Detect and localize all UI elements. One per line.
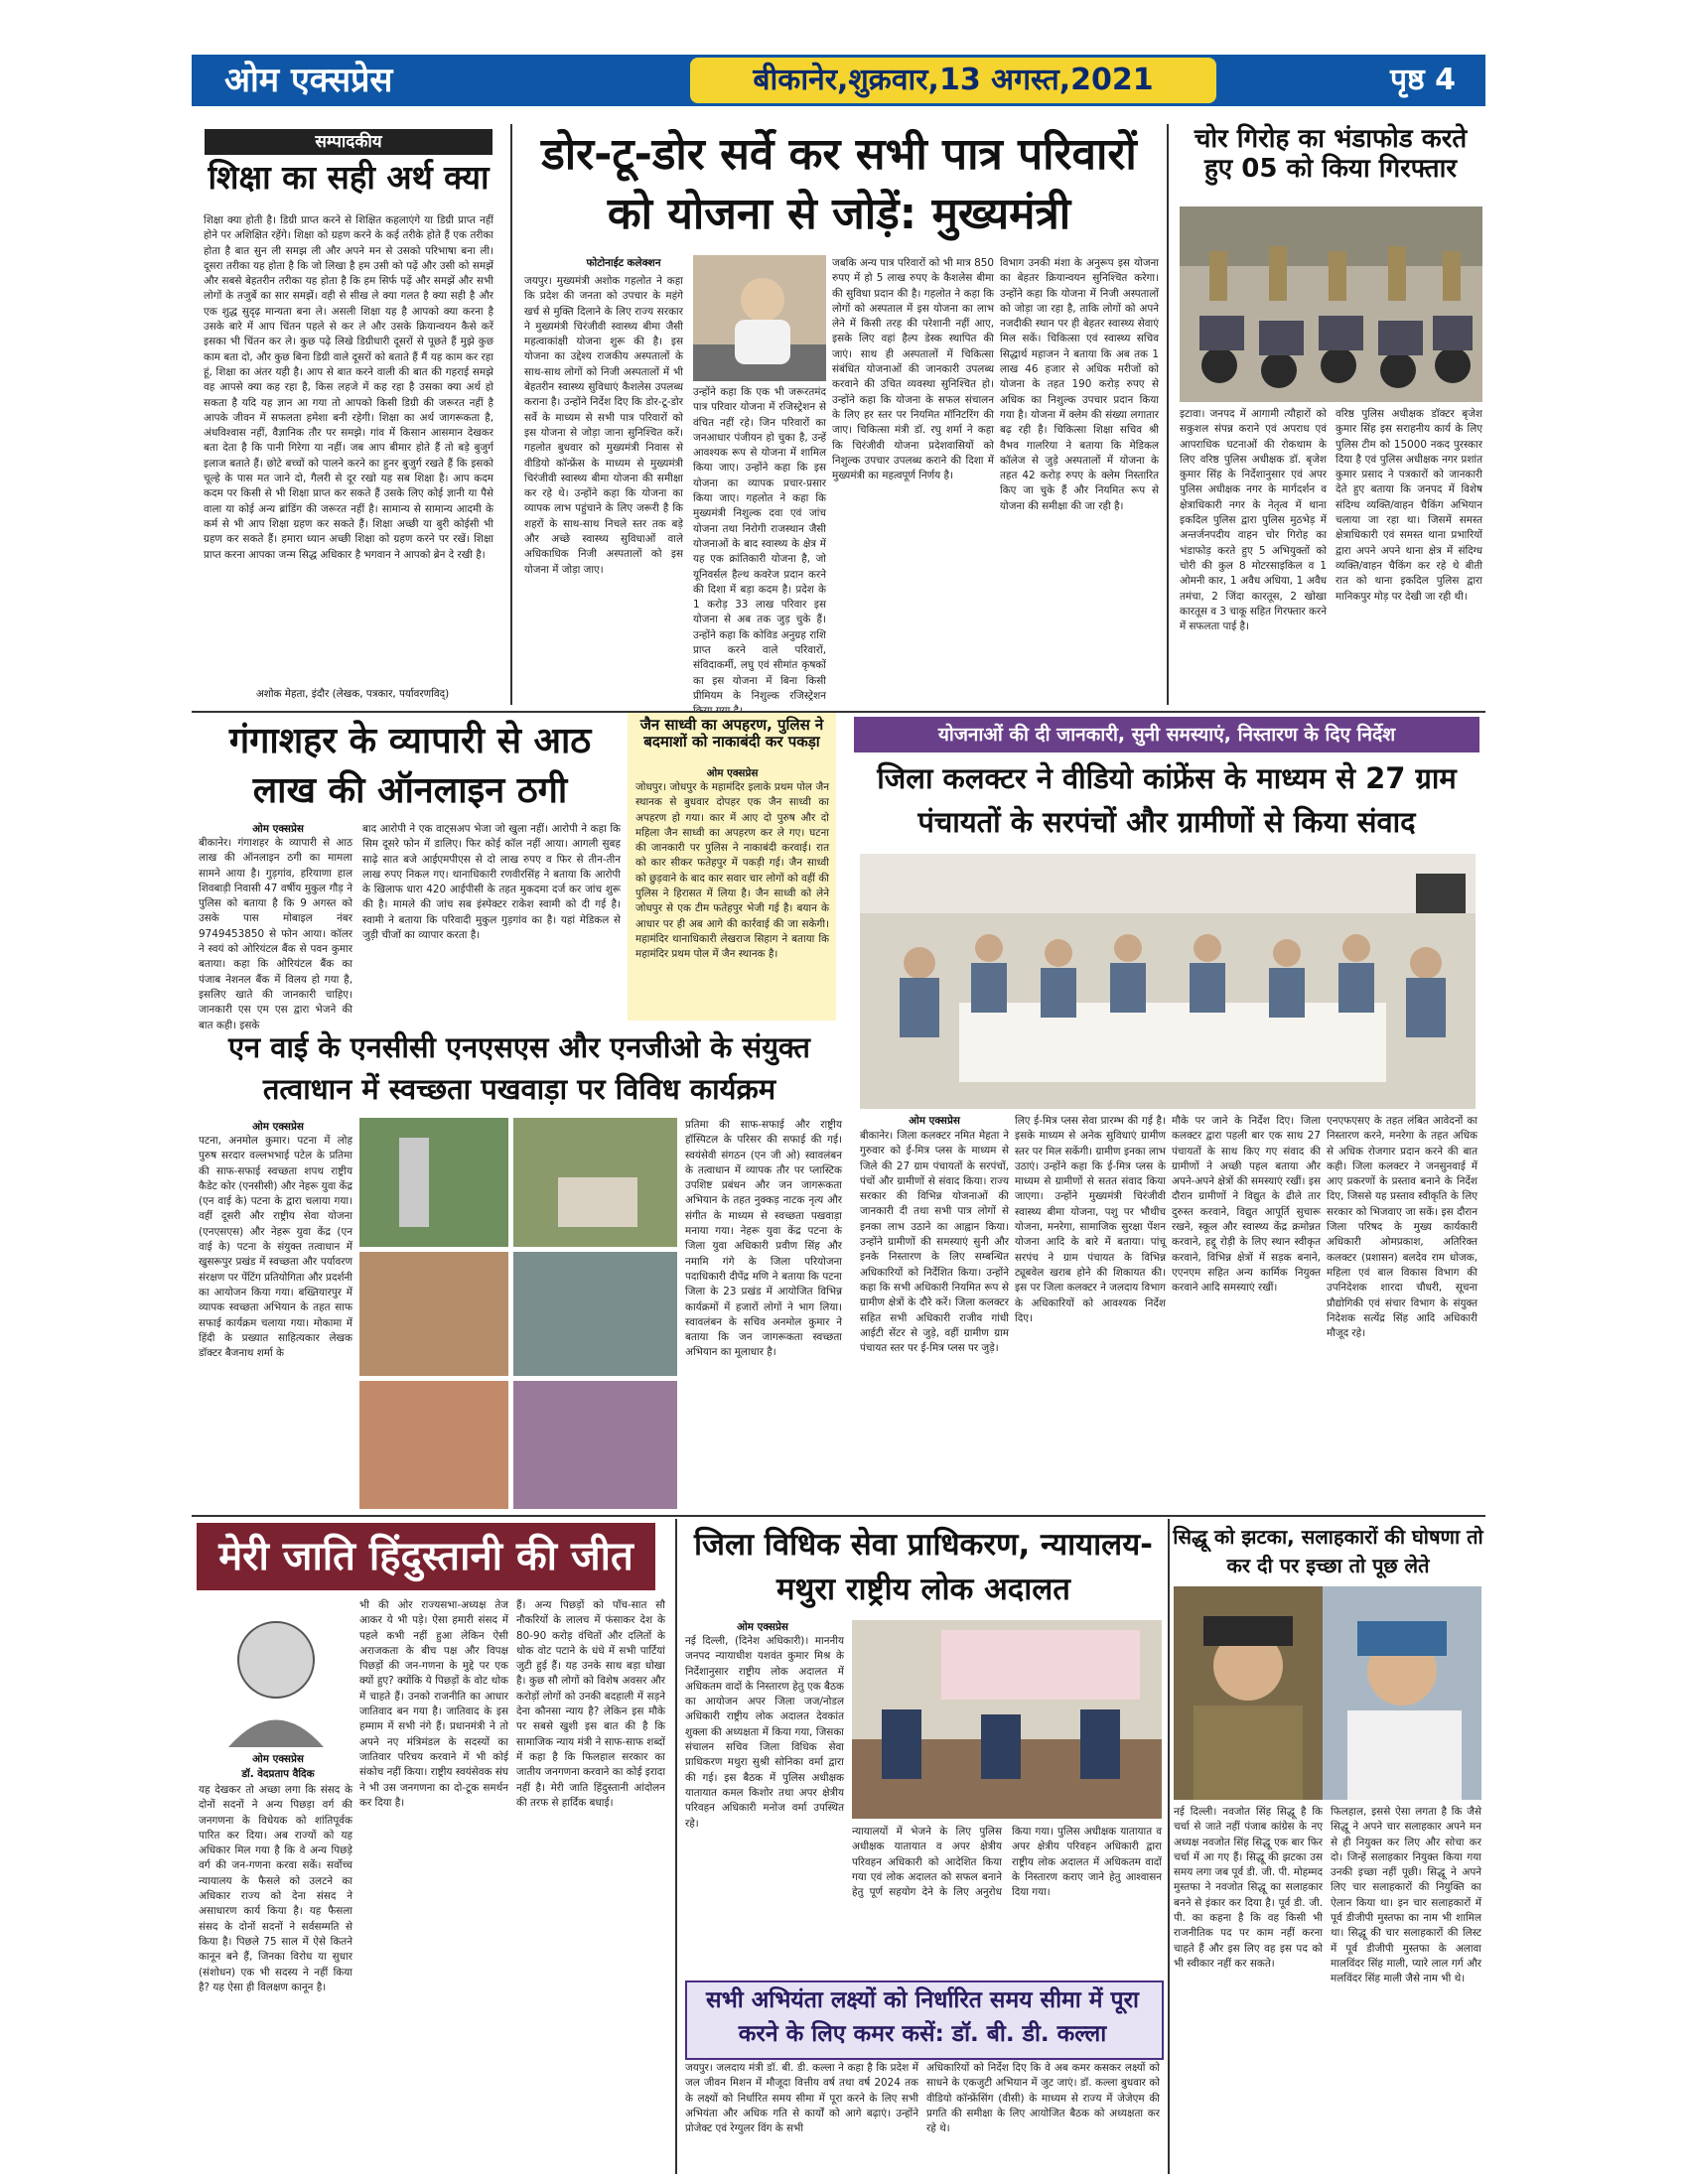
cm-byline: फोटोनाईट कलेक्शन <box>586 257 661 269</box>
jal-text-col1: जयपुर। जलदाय मंत्री डॉ. बी. डी. कल्ला ने कहा है कि प्रदेश में जल जीवन मिशन में मौजूदा वित्तीय वर्ष तथा वर्ष 2024 तक के लक्ष्यों को निर्धारित समय सीमा में पूरा करने के लिए सभी अभियंता और अधिक गति से कार्यों को आगे बढ़ाएं। उन्होंने प्रोजेक्ट एवं रेग्युलर विंग के सभी <box>685 2062 918 2135</box>
cm-text-col2: उन्होंने कहा कि एक भी जरूरतमंद पात्र परिवार योजना में रजिस्ट्रेशन से वंचित नहीं रहे। जिन परिवारों का जनआधार पंजीयन हो चुका है, उन्हें आवश्यक रूप से योजना में शामिल किया जाए। उन्होंने कहा कि इस योजना का व्यापक प्रचार-प्रसार किया जाए। गहलोत ने कहा कि मुख्यमंत्री निशुल्क दवा एवं जांच योजना तथा निरोगी राजस्थान जैसी योजनाओं के बाद स्वास्थ्य के क्षेत्र में यह एक क्रांतिकारी योजना है, जो यूनिवर्सल हैल्थ कवरेज प्रदान करने की दिशा में बड़ा कदम है। प्रदेश के 1 करोड़ 33 लाख परिवार इस योजना से अब तक जुड़ चुके हैं। उन्होंने कहा कि कोविड अनुग्रह राशि प्राप्त करने वाले परिवारों, संविदाकर्मी, लघु एवं सीमांत कृषकों का इस योजना में बिना किसी प्रीमियम के निशुल्क रजिस्ट्रेशन <box>693 386 826 702</box>
ncc-text-col1: पटना, अनमोल कुमार। पटना में लोह पुरुष सरदार वल्लभभाई पटेल के प्रतिमा की साफ-सफाई स्वच्छता शपथ राष्ट्रीय कैडेट कोर (एनसीसी) और नेहरू युवा केंद्र (एन वाई के) पटना के द्वारा चलाया गया। वहीं दूसरी और राष्ट्रीय सेवा योजना (एनएसएस) और नेहरू युवा केंद्र (एन वाई के) पटना के संयुक्त तत्वाधान में खुसरूपुर प्रखंड में स्वच्छता और पर्यावरण संरक्षण पर पेंटिंग प्रतियोगिता और प्रदर्शनी का आयोजन किया गया। बख्तियारपुर में व्यापक स्वच्छता अभियान के तहत साफ सफाई कार्यक्रम चलाया गया। मोकामा में हिंदी के प्रख्यात साहित्यकार लेखक डॉक्टर बैजनाथ शर्मा के <box>199 1135 352 1360</box>
jain-byline: ओम एक्सप्रेस <box>706 767 759 779</box>
caste-text-col3: हैं। अन्य पिछड़ों को पाँच-सात सौ नौकरियों के लालच में फंसाकर देश के 80-90 करोड़ वंचितों और दलितों के थोक वोट पटाने के धंधे में सभी पार्टियां जुटी हुई हैं। यह उनके साथ बड़ा धोखा है। कुछ सौ लोगों को विशेष अवसर और करोड़ों लोगों को उनकी बदहाली में सड़ने देना कौनसा न्याय है? लेकिन इस मौके पर सबसे खुशी इस बात की है कि सामाजिक न्याय मंत्री ने साफ-साफ शब्दों में कहा है कि फिलहाल सरकार का जातीय जनगणना करवाने का कोई इरादा नहीं है। मेरी जाति हिंदुस्तानी आंदोलन की तरफ से हार्दिक बधाई। <box>516 1599 666 1809</box>
sidhu-headline: सिद्धू को झटका, सलाहकारों की घोषणा तो कर दी पर इच्छा तो पूछ लेते <box>1173 1525 1483 1577</box>
editorial-title: शिक्षा का सही अर्थ क्या <box>208 158 490 197</box>
jain-text: जोधपुर। जोधपुर के महामंदिर इलाके प्रथम पोल जैन स्थानक से बुधवार दोपहर एक जैन साध्वी का अपहरण हो गया। कार में आए दो पुरुष और दो महिला जैन साध्वी का अपहरण कर ले गए। घटना की जानकारी पर पुलिस ने नाकाबंदी करवाई। रात को कार सीकर फतेहपुर में पकड़ी गई। जैन साध्वी को छुड़वाने के बाद कार सवार चार लोगों को वहीं की पुलिस ने हिरासत में लिया है। जैन साध्वी को लेने जोधपुर से एक टीम फतेहपुर भेजी गई है। बयान के आधार पर ही अब आगे की कार्रवाई की जा सकेगी। महामंदिर थानाधिकारी लेखराज सिहाग ने बताया कि महामंदिर प्रथम पोल में जैन स्थानक है। <box>635 781 829 961</box>
collector-text-col3: मौके पर जाने के निर्देश दिए। जिला कलक्टर द्वारा पहली बार एक साथ 27 पंचायतों के साथ किए गए संवाद की ग्रामीणों ने अच्छी पहल बताया और अपने-अपने क्षेत्रों की समस्याएं रखीं। इस दौरान ग्रामीणों ने विद्युत के ढीले तार दुरुस्त करवाने, विद्युत आपूर्ति सुचारू रखने, स्कूल और स्वास्थ्य केंद्र क्रमोन्नत करवाने, हद्दू रोड़ी के लिए स्थान स्वीकृत करवाने, विभिन्न क्षेत्रों में सड़क बनाने, एएनएम सहित अन्य कार्मिक नियुक्त करवाने आदि समस्याएं रखीं। <box>1172 1115 1321 1295</box>
collector-photo <box>860 854 1476 1109</box>
editorial-text: शिक्षा क्या होती है। डिग्री प्राप्त करने से शिक्षित कहलाएंगे या डिग्री प्राप्त नहीं होने पर अशिक्षित रहेंगे। शिक्षा को ग्रहण करने के कई तरीके होते हैं एक तरीका होता है बात सुन ली समझ ली और अपने मन से उसको परिभाषा बना ली। दूसरा तरीका यह होता है कि जो लिखा है हम उसी को पढ़ें और उसी को समझें और सबसे बेहतरीन तरीका यह होता है कि हम सिर्फ पढ़ें और समझें और सभी लोगों के तजुर्बे का सार समझें। वही से सीख ले क्या गलत है क्या सही है और एक शुद्ध सुदृढ़ मान्यता बना ले। असली शिक्षा यह है आपको क्या करना है उसके बारे में आप चिंतन पहले से कर ले और उसके क्रियान्वयन कैसे करें इसका भी चिंतन कर ले। कुछ पढ़े लिखे डिग्रीधारी दूसरों से पूछते हैं मुझे कुछ काम बता दो, और कुछ बिना डिग्री वाले दूसरों को बताते हैं मैं यह काम कर रहा हूं, शिक्षा का अंतर यही है। आप से बात करने वाली की बात की गहराई समझे वह आपसे क्या कह रहा है, किस लहजे में कह रहा है उसका क्या अर्थ हो सकता है यदि यह ज्ञान आ गया तो आपको किसी डिग्री की जरूरत नहीं है आपके जीवन में सफलता हमेशा बनी रहेगी। शिक्षा का अर्थ जागरूकता है, अंधविश्वास नहीं, वैज्ञानिक तौर पर समझे। गांव में किसान आसमान देखकर बता देता है कि पानी गिरेगा या नहीं। जब आप बीमार होते हैं तो बड़े बुजुर्ग इलाज बताते हैं। छोटे बच्चों को पालने करने का हुनर बुजुर्ग रखते हैं कि इसको चूल्हे के पास मत जाने दो, गैलरी से दूर रखो यह सब शिक्षा है। आप कदम कदम पर किसी से भी शिक्षा प्राप्त कर सकते हैं उसके लिए कोई ज्ञानी या पैसे वाला या कोई अन्य ब्रांडिंग की जरूरत नहीं है। सामान्य से सामान्य आदमी के कर्म से भी आप शिक्षा ग्रहण कर सकते हैं। शिक्षा अच्छी या बुरी कोईसी भी ग्रहण कर सकते हैं। हमारा ध्यान अच्छी शिक्षा को ग्रहण करने पर रखें। शिक्षा प्राप्त करना आपका जन्म सिद्ध अधिकार है भगवान ने आपको ब्रेन दे रखी है। <box>204 214 493 561</box>
cm-headline: डोर-टू-डोर सर्वे कर सभी पात्र परिवारों को योजना से जोड़ें: मुख्यमंत्री <box>541 129 1137 239</box>
ganga-byline: ओम एक्सप्रेस <box>252 823 304 835</box>
author-photo <box>207 1598 346 1747</box>
cm-text-col1: जयपुर। मुख्यमंत्री अशोक गहलोत ने कहा कि प्रदेश की जनता को उपचार के महंगे खर्च से मुक्ति दिलाने के लिए राज्य सरकार ने मुख्यमंत्री चिरंजीवी स्वास्थ्य बीमा जैसी महत्वाकांक्षी योजना शुरू की है। इस योजना का उद्देश्य राजकीय अस्पतालों के साथ-साथ लोगों को निजी अस्पतालों में भी बेहतरीन स्वास्थ्य सुविधाएं कैशलेस उपलब्ध कराना है। उन्होंने निर्देश दिए कि डोर-टू-डोर सर्वे के माध्यम से सभी पात्र परिवारों को इस योजना से जोड़ा जाना सुनिश्चित करें। गहलोत बुधवार को मुख्यमंत्री निवास से वीडियो कॉन्फ्रेंस के माध्यम से मुख्यमंत्री चिरंजीवी स्वास्थ्य बीमा योजना की समीक्षा कर रहे थे। उन्होंने कहा कि योजना का व्यापक लाभ पहुंचाने के लिए जरूरी है कि शहरों के साथ-साथ निचले स्तर तक बड़े और अच्छे स्वास्थ्य सुविधाओं वाले अधिकाधिक निजी अस्पतालों को इस योजना में जोड़ा जाए। <box>524 275 683 576</box>
ganga-text-col2: बाद आरोपी ने एक वाट्सअप भेजा जो खुला नहीं। आरोपी ने कहा कि सिम दूसरे फोन में डालिए। फिर कोई कॉल नहीं आया। आगली सुबह साढ़े सात बजे आईएमपीएस से दो लाख रुपए व फिर से तीन-तीन लाख रुपए निकल गए। थानाधिकारी रणवीरसिंह ने बताया कि आरोपी के खिलाफ धारा 420 आईपीसी के तहत मुकदमा दर्ज कर जांच शुरू की है। मामले की जांच सब इंस्पेक्टर राकेश स्वामी को दी गई है। स्वामी ने बताया कि परिवादी मुकुल गुड़गांव का है। यहां मेडिकल से जुड़ी चीजों का व्यापार करता है। <box>362 823 621 942</box>
collector-text-col4: एनएफएसए के तहत लंबित आवेदनों का निस्तारण करने, मनरेगा के तहत अधिक से अधिक रोजगार प्रदान करने की बात कही। जिला कलक्टर ने जनसुनवाई में आए प्रकरणों के प्रस्ताव बनाने के निर्देश दिए, जिससे यह प्रस्ताव स्वीकृति के लिए सरकार को भिजवाए जा सकें। इस दौरान जिला परिषद के मुख्य कार्यकारी अधिकारी ओमप्रकाश, अतिरिक्त कलक्टर (प्रशासन) बलदेव राम धोजक, महिला एवं बाल विकास विभाग की उपनिदेशक शारदा चौधरी, सूचना प्रौद्योगिकी एवं संचार विभाग के संयुक्त निदेशक सत्येंद्र सिंह आदि अधिकारी मौजूद रहे। <box>1327 1115 1477 1340</box>
police-headline: चोर गिरोह का भंडाफोड करते हुए 05 को किया गिरफ्तार <box>1194 124 1468 184</box>
caste-text-col1: यह देखकर तो अच्छा लगा कि संसद के दोनों सदनों ने अन्य पिछड़ा वर्ग की जनगणना के विधेयक को शांतिपूर्वक पारित कर दिया। अब राज्यों को यह अधिकार मिल गया है कि वे अन्य पिछड़े वर्ग की जन-गणना करवा सकें। सर्वोच्च न्यायालय के फैसले को उलटने का अधिकार राज्य को देना संसद ने असाधारण कार्य किया है। यह फैसला संसद के दोनों सदनों ने सर्वसम्मति से किया है। पिछले 75 साल में ऐसे कितने कानून बने हैं, जिनका विरोध या सुधार (संशोधन) एक भी सदस्य ने नहीं किया है? यह ऐसा ही विलक्षण कानून है। <box>199 1784 352 1993</box>
column-divider <box>510 124 512 705</box>
collector-byline: ओम एक्सप्रेस <box>909 1115 960 1127</box>
dateline: बीकानेर,शुक्रवार,13 अगस्त,2021 <box>690 58 1216 103</box>
court-text-col1: नई दिल्ली, (दिनेश अधिकारी)। माननीय जनपद न्यायाधीश यशवंत कुमार मिश्र के निर्देशानुसार राष्ट्रीय लोक अदालत में अधिकतम वादों के निस्तारण हेतु एक बैठक का आयोजन अपर जिला जज/नोडल अधिकारी राष्ट्रीय लोक अदालत देवकांत शुक्ला की अध्यक्षता में किया गया, जिसका संचालन सचिव जिला विधिक सेवा प्राधिकरण मथुरा सुश्री सोनिका वर्मा द्वारा की गई। इस बैठक में पुलिस अधीक्षक यातायात कमल किशोर तथा अपर क्षेत्रीय परिवहन अधिकारी मनोज वर्मा उपस्थित रहे। <box>685 1635 844 1830</box>
court-headline: जिला विधिक सेवा प्राधिकरण, न्यायालय-मथुरा राष्ट्रीय लोक अदालत <box>693 1527 1154 1607</box>
jain-headline: जैन साध्वी का अपहरण, पुलिस ने बदमाशों को नाकाबंदी कर पकड़ा <box>639 716 824 751</box>
caste-author: डॉ. वेदप्रताप वैदिक <box>241 1768 315 1780</box>
cm-text-col4: विभाग उनकी मंशा के अनुरूप इस योजना का बेहतर क्रियान्वयन सुनिश्चित करेगा। उन्होंने कहा कि योजना में निजी अस्पतालों को जोड़ा जा रहा है, ताकि लोगों को अपने नजदीकी स्थान पर ही बेहतर स्वास्थ्य सेवाएं मिल सकें। चिकित्सा एवं स्वास्थ्य सचिव सिद्धार्थ महाजन ने बताया कि अब तक 1 लाख 46 हजार से अधिक मरीजों को योजना के तहत 190 करोड़ रुपए से अधिक का निशुल्क उपचार प्रदान किया गया है। योजना में क्लेम की संख्या लगातार बढ़ रही है। चिकित्सा शिक्षा सचिव श्री वैभव गालरिया ने बताया कि मेडिकल कॉलेज से जुड़े अस्पतालों में योजना के तहत 42 करोड़ रुपए के क्लेम निस्तारित किए जा चुके हैं और नियमित रूप से योजना की समीक्षा की जा रही है। <box>1000 257 1159 512</box>
ncc-byline: ओम एक्सप्रेस <box>252 1121 304 1133</box>
jal-headline: सभी अभियंता लक्ष्यों को निर्धारित समय सीमा में पूरा करने के लिए कमर कसें: डॉ. बी. डी. कल्ला <box>706 1987 1139 2047</box>
sidhu-text-col1: नई दिल्ली। नवजोत सिंह सिद्धू है कि चर्चा से जाते नहीं पंजाब कांग्रेस के नए अध्यक्ष नवजोत सिंह सिद्धू एक बार फिर चर्चा में आ गए हैं। सिद्धू की झटका उस समय लगा जब पूर्व डी. जी. पी. मोहम्मद मुस्तफा ने नवजोत सिद्धू का सलाहकार बनने से इंकार कर दिया है। पूर्व डी. जी. पी. का कहना है कि वह किसी भी राजनीतिक पद पर काम नहीं करना चाहते हैं और इस लिए वह इस पद को भी स्वीकार नहीं कर सकते। <box>1174 1806 1323 1970</box>
court-photo <box>852 1620 1162 1819</box>
column-divider <box>1168 1519 1170 2174</box>
newspaper-name: ओम एक्सप्रेस <box>224 61 393 100</box>
column-divider <box>675 1519 677 2174</box>
ganga-text-col1: बीकानेर। गंगाशहर के व्यापारी से आठ लाख की ऑनलाइन ठगी का मामला सामने आया है। गुड़गांव, हरियाणा हाल शिवबाड़ी निवासी 47 वर्षीय मुकुल गौड़ ने पुलिस को बताया है कि 9 अगस्त को उसके पास मोबाइल नंबर 9749453850 से फोन आया। कॉलर ने स्वयं को ओरियंटल बैंक से पवन कुमार बताया। कहा कि ओरियंटल बैंक का पंजाब नेशनल बैंक में विलय हो गया है, इसलिए खाते की जानकारी चाहिए। जानकारी एस एम एस द्वारा भेजने की बात कही। इसके <box>199 837 352 1031</box>
police-text-col1: इटावा। जनपद में आगामी त्यौहारों को सकुशल संपन्न कराने एवं अपराध एवं आपराधिक घटनाओं की रोकथाम के लिए वरिष्ठ पुलिस अधीक्षक डॉ. बृजेश कुमार सिंह के निर्देशानुसार एवं अपर पुलिस अधीक्षक नगर के मार्गदर्शन व क्षेत्राधिकारी नगर के नेतृत्व में थाना इकदिल पुलिस द्वारा पुलिस मुठभेड़ में अन्तर्जनपदीय वाहन चोर गिरोह का भंडाफोड़ करते हुए 5 अभियुक्तों को चोरी की कुल 8 मोटरसाइकिल व 1 ओमनी कार, 1 अवैध अधिया, 1 अवैध तमंचा, 2 जिंदा कारतूस, 2 खोखा कारतूस व 3 चाकू सहित गिरफ्तार करने में सफलता पाई है। <box>1180 408 1327 633</box>
caste-headline: मेरी जाति हिंदुस्तानी की जीत <box>197 1523 655 1590</box>
collector-headline: जिला कलक्टर ने वीडियो कांफ्रेंस के माध्यम से 27 ग्राम पंचायतों के सरपंचों और ग्रामीणों से किया संवाद <box>877 761 1457 839</box>
column-divider <box>1167 124 1169 705</box>
police-photo <box>1180 206 1482 402</box>
court-text-col2: न्यायालयों में भेजने के लिए पुलिस अधीक्षक यातायात व अपर क्षेत्रीय परिवहन अधिकारी को आदेशित किया गया एवं लोक अदालत को सफल बनाने हेतु पूर्ण सहयोग देने के लिए अनुरोध किया गया। पुलिस अधीक्षक यातायात व अपर क्षेत्रीय परिवहन अधिकारी द्वारा राष्ट्रीय लोक अदालत में अधिकतम वादों के निस्तारण कराए जाने हेतु आश्वासन दिया गया। <box>852 1826 1162 1899</box>
page-number: पृष्ठ 4 <box>1390 63 1457 97</box>
editorial-author: अशोक मेहता, इंदौर (लेखक, पत्रकार, पर्यावरणविद्) <box>255 688 450 700</box>
caste-text-col2: भी की ओर राज्यसभा-अध्यक्ष तेज आकर ये भी पड़े। ऐसा हमारी संसद में पहले कभी नहीं हुआ लेकिन ऐसी अराजकता के बीच पक्ष और विपक्ष पिछड़ों की जन-गणना के मुद्दे पर एक क्यों हुए? क्योंकि ये पिछड़ों के वोट थोक में चाहते हैं। उनको राजनीति का आधार जातिवाद बन गया है। जातिवाद के इस हम्माम में सभी नंगे हैं। प्रधानमंत्री ने तो अपने नए मंत्रिमंडल के सदस्यों का जातिवार परिचय करवाने में भी कोई संकोच नहीं किया। राष्ट्रीय स्वयंसेवक संघ ने भी उस जनगणना का दो-टूक समर्थन कर दिया है। <box>359 1599 508 1809</box>
ncc-headline: एन वाई के एनसीसी एनएसएस और एनजीओ के संयुक्त तत्वाधान में स्वच्छता पखवाड़ा पर विविध कार्यक्रम <box>228 1030 810 1106</box>
caste-byline: ओम एक्सप्रेस <box>252 1753 304 1765</box>
ncc-photo-collage <box>359 1118 677 1509</box>
court-byline: ओम एक्सप्रेस <box>737 1621 788 1633</box>
police-text-col2: वरिष्ठ पुलिस अधीक्षक डॉक्टर बृजेश कुमार सिंह इस सराहनीय कार्य के लिए पुलिस टीम को 15000 नकद पुरस्कार दिया है एवं पुलिस अधीक्षक नगर प्रशांत कुमार प्रसाद ने पत्रकारों को जानकारी देते हुए बताया कि जनपद में विशेष संदिग्ध व्यक्ति/वाहन चैकिंग अभियान चलाया जा रहा था। जिसमें समस्त क्षेत्राधिकारी एवं समस्त थाना प्रभारियों द्वारा अपने अपने थाना क्षेत्र में संदिग्ध व्यक्ति/वाहन चैकिंग कर रहे थे बीती रात को थाना इकदिल पुलिस द्वारा मानिकपुर मोड़ पर देखी जा रही थी। <box>1336 408 1482 603</box>
sidhu-photo <box>1174 1586 1481 1800</box>
sidhu-text-col2: फिलहाल, इससे ऐसा लगता है कि जैसे सिद्धू ने अपने चार सलाहकार अपने मन से ही नियुक्त कर लिए और सोचा कर दो। जिन्हें सलाहकार नियुक्त किया गया उनकी इच्छा नहीं पूछी। सिद्धू ने अपने लिए चार सलाहकारों की नियुक्ति का ऐलान किया था। इन चार सलाहकारों में पूर्व डीजीपी मुस्तफा का नाम भी शामिल था। सिद्धू की चार सलाहकारों की लिस्ट में पूर्व डीजीपी मुस्तफा के अलावा मालविंदर सिंह माली, प्यारे लाल गर्ग और मलविंदर सिंह माली जैसे नाम भी थे। <box>1331 1806 1481 1985</box>
cm-photo <box>693 255 826 381</box>
section-divider <box>192 1515 1485 1517</box>
jal-text-col2: अधिकारियों को निर्देश दिए कि वे अब कमर कसकर लक्ष्यों को साधने के एकजुटी अभियान में जुट जाएं। डॉ. कल्ला बुधवार को वीडियो कॉन्फ्रेंसिंग (वीसी) के माध्यम से राज्य में जेजेएम की प्रगति की समीक्षा के लिए आयोजित बैठक को अध्यक्षता कर रहे थे। <box>926 2062 1160 2135</box>
cm-text-col3: जबकि अन्य पात्र परिवारों को भी मात्र 850 रुपए में हो 5 लाख रुपए के कैशलेस बीमा की सुविधा प्रदान की है। गहलोत ने कहा कि लोगों को अस्पताल में इस योजना का लाभ लेने में किसी तरह की परेशानी नहीं आए, इसके लिए वहां हैल्प डेस्क स्थापित की जाएं। साथ ही अस्पतालों में चिकित्सा संबंधित योजनाओं की जानकारी उपलब्ध करवाने की उचित व्यवस्था सुनिश्चित हो। उन्होंने कहा कि योजना के सफल संचालन के लिए हर स्तर पर नियमित मॉनिटरिंग की जाए। चिकित्सा मंत्री डॉ. रघु शर्मा ने कहा कि चिरंजीवी योजना प्रदेशवासियों को निशुल्क उपचार उपलब्ध कराने की दिशा में मुख्यमंत्री का महत्वपूर्ण निर्णय है। <box>832 257 994 482</box>
collector-text-col1: बीकानेर। जिला कलक्टर नमित मेहता ने गुरुवार को ई-मित्र प्लस के माध्यम से जिले की 27 ग्राम पंचायतों के सरपंचों, पंचों और ग्रामीणों से संवाद किया। राज्य सरकार की विभिन्न योजनाओं की जानकारी दी तथा सभी पात्र लोगों से इनका लाभ उठाने का आह्वान किया। उन्होंने ग्रामीणों की समस्याएं सुनी और इनके निस्तारण के लिए सम्बन्धित अधिकारियों को निर्देशित किया। उन्होंने कहा कि सभी अधिकारी नियमित रूप से ग्रामीण क्षेत्रों के दौरे करें। जिला कलक्टर सहित सभी अधिकारी राजीव गांधी आईटी सेंटर से जुड़े, वहीं ग्रामीण ग्राम पंचायत स्तर पर ई-मित्र प्लस पर जुड़े। <box>860 1130 1009 1355</box>
collector-kicker: योजनाओं की दी जानकारी, सुनी समस्याएं, निस्तारण के दिए निर्देश <box>854 717 1479 752</box>
ganga-headline: गंगाशहर के व्यापारी से आठ लाख की ऑनलाइन ठगी <box>228 721 592 811</box>
editorial-label: सम्पादकीय <box>205 129 492 155</box>
ncc-text-col2: प्रतिमा की साफ-सफाई और राष्ट्रीय हॉस्पिटल के परिसर की सफाई की गई। स्वयंसेवी संगठन (एन जी ओ) स्वावलंबन के तत्वाधान में व्यापक तौर पर प्लास्टिक उपशिष्ट प्रबंधन और जन जागरूकता अभियान के तहत नुक्कड़ नाटक नृत्य और संगीत के माध्यम से स्वच्छता पखवाड़ा मनाया गया। नेहरू युवा केंद्र पटना के जिला युवा अधिकारी प्रवीण सिंह और नमामि गंगे के जिला परियोजना पदाधिकारी दीपेंद्र मणि ने बताया कि पटना जिला के 23 प्रखंड में आयोजित विभिन्न कार्यक्रमों में हजारों लोगों ने भाग लिया। स्वावलंबन के सचिव अनमोल कुमार ने बताया कि जन जागरूकता स्वच्छता अभियान का मूलाधार है। <box>685 1119 842 1359</box>
section-divider <box>192 711 1485 713</box>
collector-text-col2: लिए ई-मित्र प्लस सेवा प्रारम्भ की गई है। इसके माध्यम से अनेक सुविधाएं ग्रामीण स्तर पर मिल सकेंगी। ग्रामीण इनका लाभ उठाएं। उन्होंने कहा कि ई-मित्र प्लस के माध्यम से ग्रामीणों से सतत संवाद किया जाएगा। उन्होंने मुख्यमंत्री चिरंजीवी स्वास्थ्य बीमा योजना, पशु पर भौथीच योजना, मनरेगा, सामाजिक सुरक्षा पेंशन योजना आदि के बारे में बताया। पांचू सरपंच ने ग्राम पंचायत के विभिन्न ट्यूबवेल खराब होने की शिकायत की। इस पर जिला कलक्टर ने जलदाय विभाग के अधिकारियों को आवश्यक निर्देश दिए। <box>1015 1115 1166 1324</box>
